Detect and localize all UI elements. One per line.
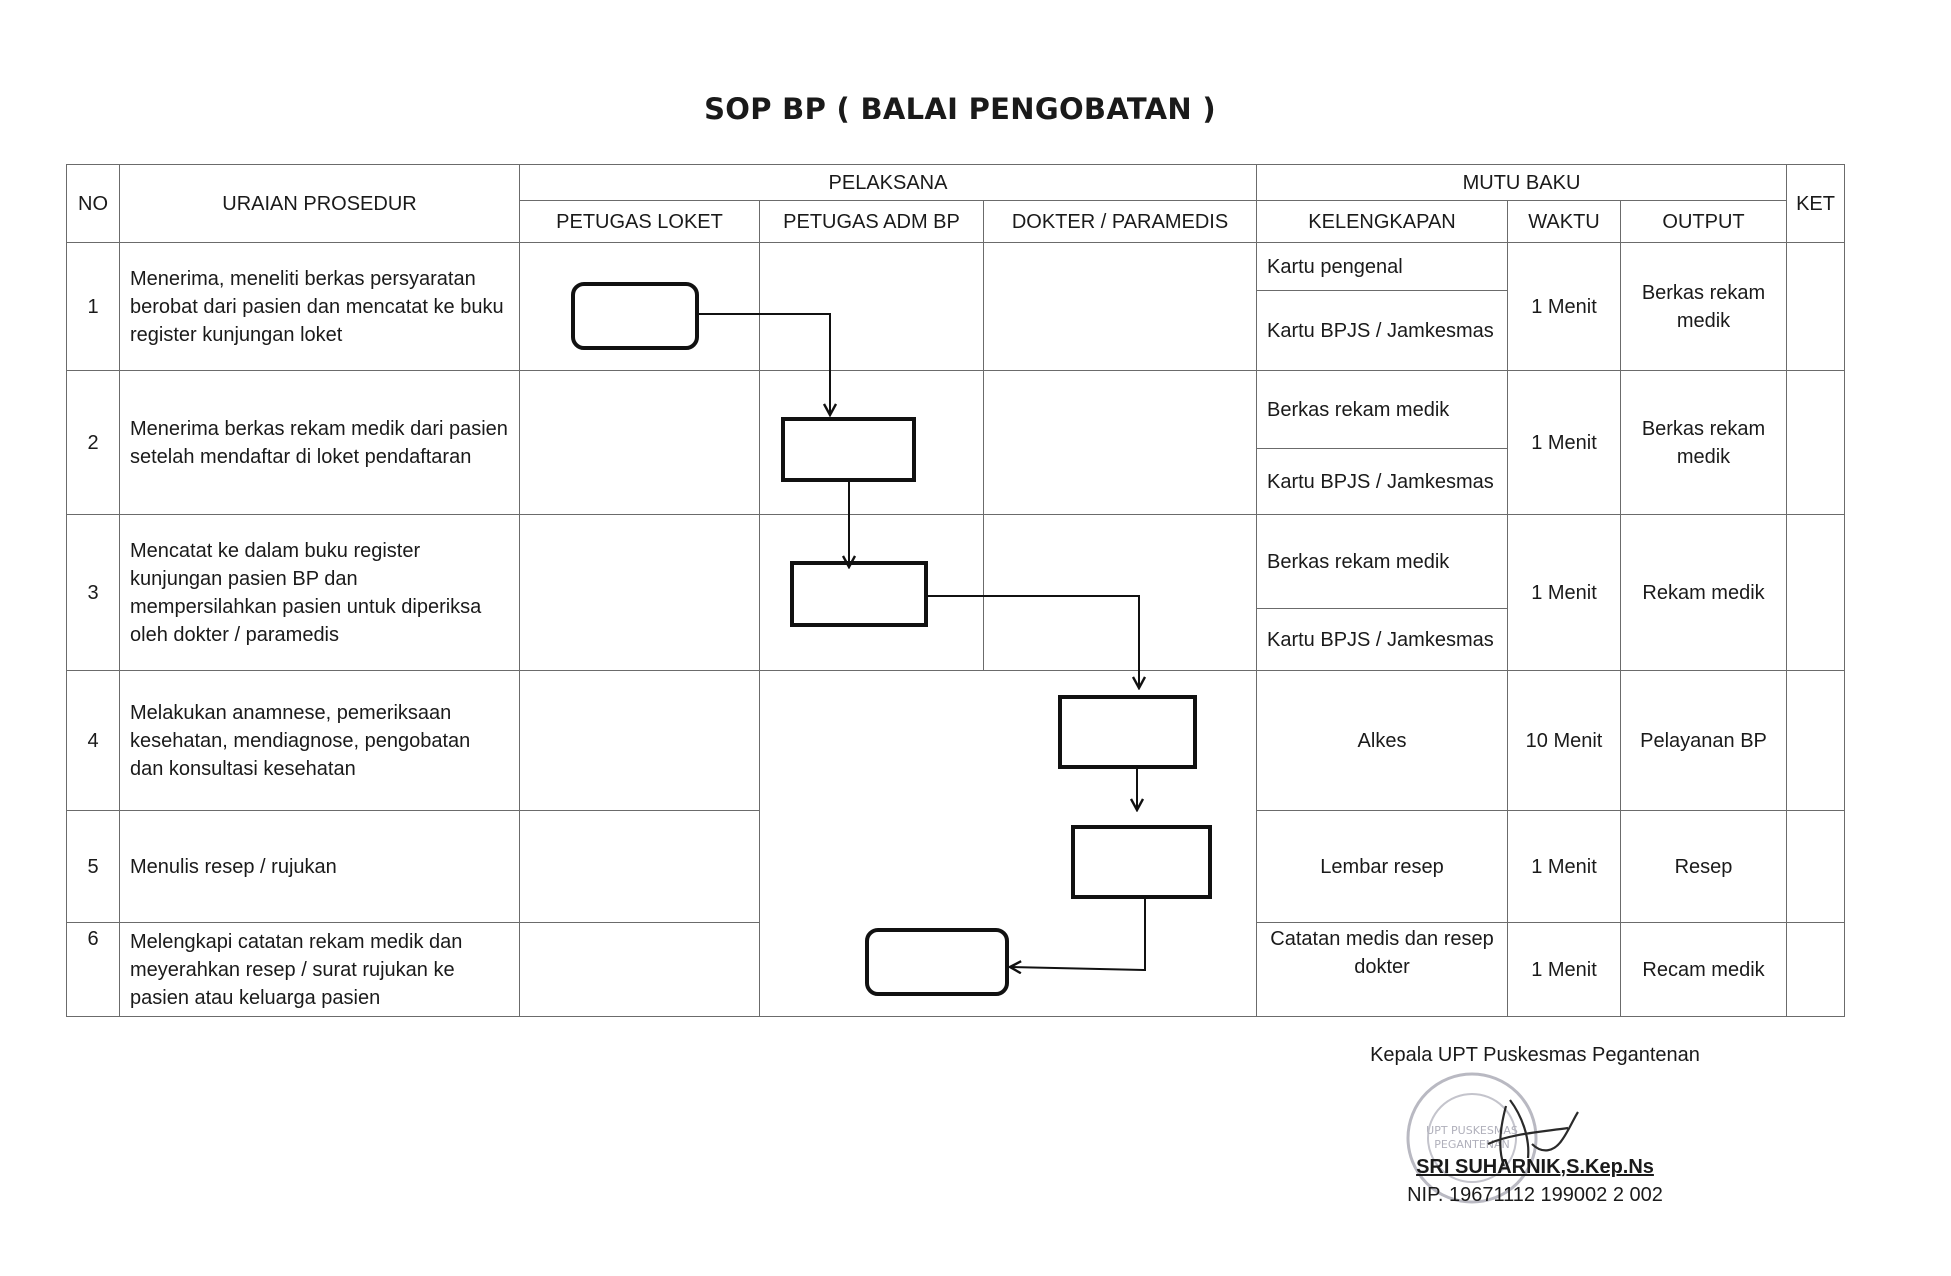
cell-loket [520, 923, 760, 1017]
header-uraian: URAIAN PROSEDUR [120, 165, 520, 243]
row-no: 1 [67, 243, 120, 371]
row-ket [1787, 371, 1845, 515]
row-waktu: 1 Menit [1508, 371, 1621, 515]
cell-loket [520, 371, 760, 515]
header-ket: KET [1787, 165, 1845, 243]
header-kelengkapan: KELENGKAPAN [1257, 201, 1508, 243]
row-kelengkapan: Lembar resep [1257, 811, 1508, 923]
sop-table [66, 164, 1845, 1017]
row-waktu: 1 Menit [1508, 923, 1621, 1017]
cell-dokter [984, 243, 1257, 371]
cell-adm [760, 371, 984, 515]
cell-dokter [984, 371, 1257, 515]
row-waktu: 10 Menit [1508, 671, 1621, 811]
svg-text:UPT PUSKESMAS: UPT PUSKESMAS [1426, 1124, 1518, 1137]
header-mutu-baku: MUTU BAKU [1257, 165, 1787, 201]
cell-loket [520, 811, 760, 923]
row-kelengkapan: Kartu pengenal [1257, 243, 1508, 291]
row-no: 3 [67, 515, 120, 671]
row-waktu: 1 Menit [1508, 811, 1621, 923]
row-kelengkapan: Kartu BPJS / Jamkesmas [1257, 449, 1508, 515]
header-petugas-loket: PETUGAS LOKET [520, 201, 760, 243]
row-kelengkapan: Berkas rekam medik [1257, 371, 1508, 449]
row-output: Pelayanan BP [1621, 671, 1787, 811]
row-output: Recam medik [1621, 923, 1787, 1017]
header-pelaksana: PELAKSANA [520, 165, 1257, 201]
header-no: NO [67, 165, 120, 243]
cell-dokter [984, 515, 1257, 671]
header-waktu: WAKTU [1508, 201, 1621, 243]
cell-loket [520, 671, 760, 811]
row-ket [1787, 811, 1845, 923]
row-no: 5 [67, 811, 120, 923]
row-kelengkapan: Berkas rekam medik [1257, 515, 1508, 609]
row-output: Rekam medik [1621, 515, 1787, 671]
row-output: Resep [1621, 811, 1787, 923]
table-row [67, 515, 1845, 609]
row-uraian: Menulis resep / rujukan [120, 811, 520, 923]
row-ket [1787, 671, 1845, 811]
signatory-name: SRI SUHARNIK,S.Kep.Ns [1416, 1156, 1654, 1178]
row-uraian: Melakukan anamnese, pemeriksaan kesehatan, mendiagnose, pengobatan dan konsultasi kesehatan [120, 671, 520, 811]
signature-heading: Kepala UPT Puskesmas Pegantenan [1370, 1044, 1700, 1066]
row-uraian: Menerima, meneliti berkas persyaratan berobat dari pasien dan mencatat ke buku register kunjungan loket [120, 243, 520, 371]
row-uraian: Mencatat ke dalam buku register kunjungan pasien BP dan mempersilahkan pasien untuk diperiksa oleh dokter / paramedis [120, 515, 520, 671]
row-no: 6 [67, 923, 120, 1017]
table-row [67, 243, 1845, 291]
svg-text:PEGANTENAN: PEGANTENAN [1434, 1138, 1510, 1151]
table-row [67, 371, 1845, 449]
row-no: 4 [67, 671, 120, 811]
cell-loket [520, 515, 760, 671]
row-ket [1787, 923, 1845, 1017]
cell-loket [520, 243, 760, 371]
row-waktu: 1 Menit [1508, 515, 1621, 671]
row-kelengkapan: Alkes [1257, 671, 1508, 811]
row-output: Berkas rekam medik [1621, 371, 1787, 515]
row-kelengkapan: Catatan medis dan resep dokter [1257, 923, 1508, 1017]
header-output: OUTPUT [1621, 201, 1787, 243]
page-title: SOP BP ( BALAI PENGOBATAN ) [704, 92, 1216, 126]
row-kelengkapan: Kartu BPJS / Jamkesmas [1257, 291, 1508, 371]
row-ket [1787, 515, 1845, 671]
header-petugas-adm: PETUGAS ADM BP [760, 201, 984, 243]
cell-adm-dokter-merged [760, 671, 1257, 1017]
cell-adm [760, 243, 984, 371]
row-uraian: Melengkapi catatan rekam medik dan meyerahkan resep / surat rujukan ke pasien atau keluarga pasien [120, 923, 520, 1017]
row-ket [1787, 243, 1845, 371]
row-no: 2 [67, 371, 120, 515]
header-dokter: DOKTER / PARAMEDIS [984, 201, 1257, 243]
row-waktu: 1 Menit [1508, 243, 1621, 371]
cell-adm [760, 515, 984, 671]
row-uraian: Menerima berkas rekam medik dari pasien setelah mendaftar di loket pendaftaran [120, 371, 520, 515]
row-kelengkapan: Kartu BPJS / Jamkesmas [1257, 609, 1508, 671]
table-row [67, 671, 1845, 811]
row-output: Berkas rekam medik [1621, 243, 1787, 371]
signatory-nip: NIP. 19671112 199002 2 002 [1407, 1184, 1663, 1206]
